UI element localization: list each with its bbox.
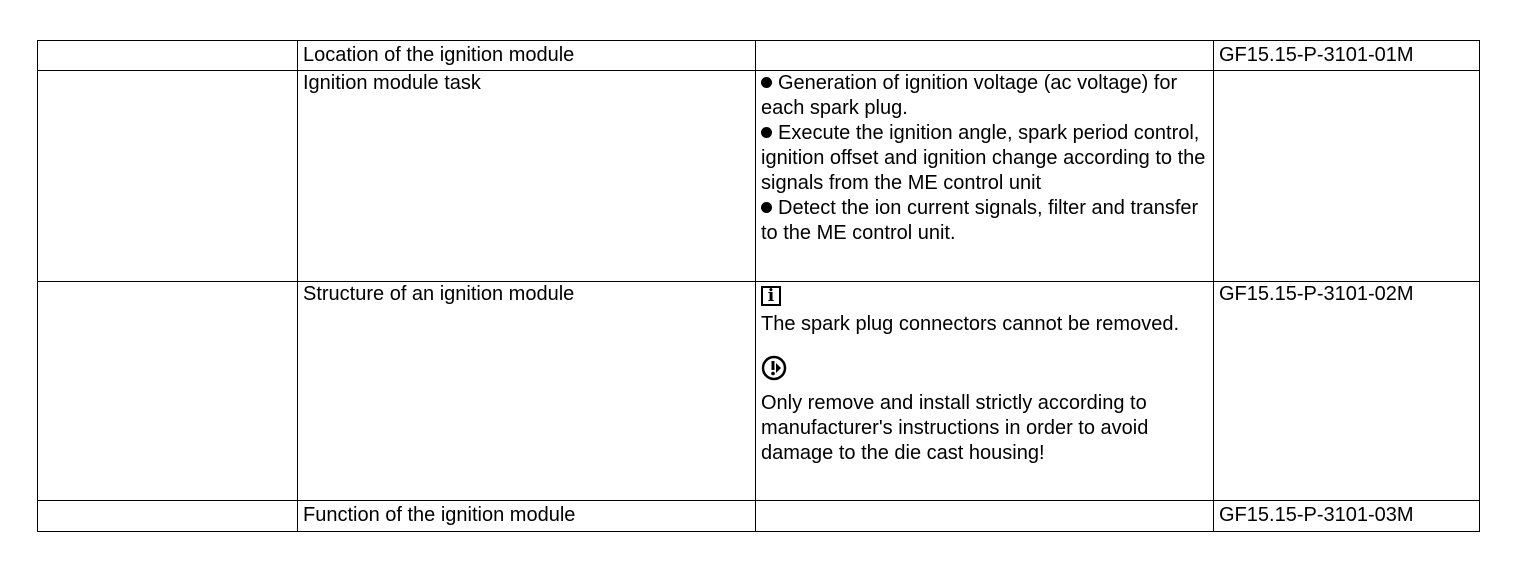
bullet-text: Execute the ignition angle, spark period control, ignition offset and ignition change according to the signals from the ME control unit — [761, 122, 1206, 194]
warning-note-text: Only remove and install strictly according to manufacturer's instructions in order to avoid damage to the die cast housing! — [761, 392, 1149, 464]
info-note-text: The spark plug connectors cannot be removed. — [761, 313, 1180, 335]
table-row — [38, 282, 1480, 501]
bullet-text: Generation of ignition voltage (ac voltage) for each spark plug. — [761, 72, 1178, 119]
empty-cell — [38, 71, 298, 282]
bullet-icon — [761, 77, 772, 88]
info-icon: i — [761, 286, 781, 306]
bullet-icon — [761, 202, 772, 213]
reference-cell — [1214, 71, 1480, 282]
caution-icon — [761, 355, 787, 381]
empty-cell — [38, 501, 298, 532]
table-row — [38, 71, 1480, 282]
empty-cell — [38, 282, 298, 501]
reference-cell[interactable]: GF15.15-P-3101-01M — [1214, 41, 1480, 71]
bullet-icon — [761, 127, 772, 138]
bullet-item — [761, 71, 1208, 121]
bullet-item — [761, 121, 1208, 196]
bullet-text: Detect the ion current signals, filter and transfer to the ME control unit. — [761, 197, 1199, 244]
empty-cell — [38, 41, 298, 71]
reference-cell[interactable]: GF15.15-P-3101-02M — [1214, 282, 1480, 501]
description-cell — [756, 41, 1214, 71]
topic-cell: Function of the ignition module — [298, 501, 756, 532]
description-cell — [756, 282, 1214, 501]
topic-cell: Location of the ignition module — [298, 41, 756, 71]
document-table — [37, 40, 1480, 532]
topic-cell: Ignition module task — [298, 71, 756, 282]
table-row — [38, 41, 1480, 71]
reference-cell[interactable]: GF15.15-P-3101-03M — [1214, 501, 1480, 532]
table-row — [38, 501, 1480, 532]
topic-cell: Structure of an ignition module — [298, 282, 756, 501]
bullet-item — [761, 196, 1208, 246]
description-cell — [756, 501, 1214, 532]
description-cell — [756, 71, 1214, 282]
